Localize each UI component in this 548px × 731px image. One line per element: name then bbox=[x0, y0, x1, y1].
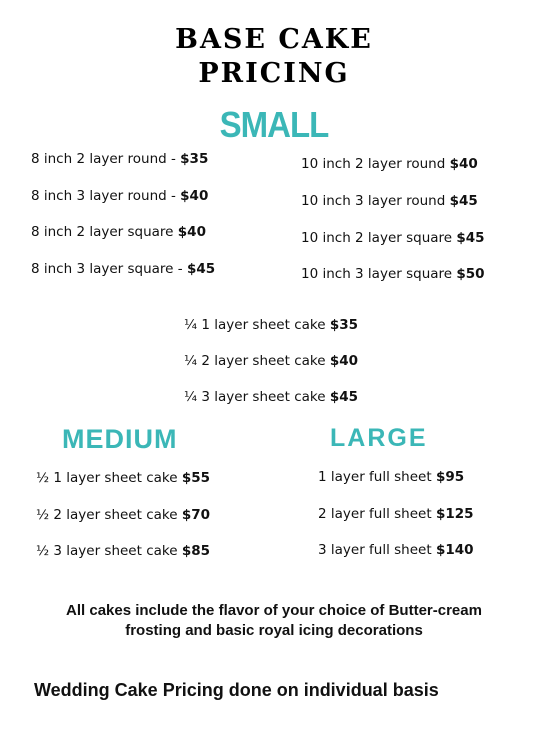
note-line-1: All cakes include the flavor of your choice of Butter-cream bbox=[66, 602, 482, 619]
list-item: 1 layer full sheet $95 bbox=[318, 469, 465, 485]
list-item: ½ 1 layer sheet cake $55 bbox=[36, 470, 211, 486]
small-heading: SMALL bbox=[219, 104, 329, 145]
large-heading: LARGE bbox=[330, 424, 428, 452]
list-item: 8 inch 2 layer square $40 bbox=[31, 224, 206, 240]
list-item: 8 inch 3 layer square - $45 bbox=[31, 261, 216, 277]
list-item: ¼ 2 layer sheet cake $40 bbox=[184, 353, 359, 369]
footer-text: Wedding Cake Pricing done on individual basis bbox=[34, 680, 439, 700]
page-title-line-2: PRICING bbox=[198, 58, 350, 89]
list-item: 8 inch 2 layer round - $35 bbox=[31, 151, 209, 167]
list-item: 10 inch 3 layer round $45 bbox=[301, 193, 478, 209]
list-item: 10 inch 3 layer square $50 bbox=[301, 266, 485, 282]
list-item: 10 inch 2 layer square $45 bbox=[301, 230, 485, 246]
list-item: ½ 3 layer sheet cake $85 bbox=[36, 543, 211, 559]
list-item: 2 layer full sheet $125 bbox=[318, 506, 474, 522]
list-item: ¼ 3 layer sheet cake $45 bbox=[184, 389, 359, 405]
list-item: 10 inch 2 layer round $40 bbox=[301, 156, 478, 172]
list-item: ¼ 1 layer sheet cake $35 bbox=[184, 317, 359, 333]
page-title-line-1: BASE CAKE bbox=[175, 24, 373, 55]
list-item: 8 inch 3 layer round - $40 bbox=[31, 188, 209, 204]
medium-heading: MEDIUM bbox=[62, 424, 178, 454]
list-item: 3 layer full sheet $140 bbox=[318, 542, 474, 558]
note-line-2: frosting and basic royal icing decorations bbox=[125, 622, 423, 639]
list-item: ½ 2 layer sheet cake $70 bbox=[36, 507, 211, 523]
